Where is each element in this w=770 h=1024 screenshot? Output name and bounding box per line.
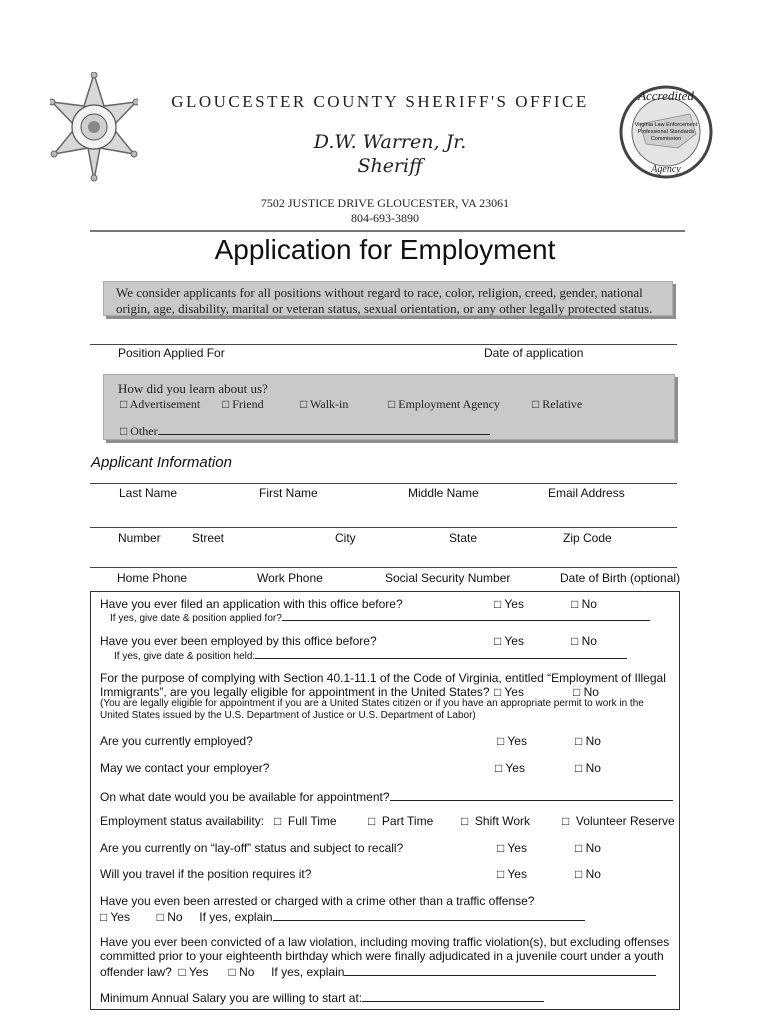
q-contact-employer-no[interactable]: □ No — [575, 761, 601, 775]
referral-source-box — [103, 374, 675, 440]
number-label: Number — [118, 531, 161, 545]
status-full-time[interactable]: □ Full Time — [274, 814, 337, 828]
q-employment-status: Employment status availability: — [100, 814, 265, 828]
status-volunteer-reserve-label: Volunteer Reserve — [575, 814, 675, 828]
minimum-salary-line[interactable] — [362, 989, 544, 1002]
convicted-explain-line[interactable] — [344, 963, 656, 976]
arrested-explain-line[interactable] — [273, 908, 585, 921]
q-arrested-yes[interactable]: □ Yes — [100, 910, 130, 924]
q-currently-employed-yes[interactable]: □ Yes — [497, 734, 527, 748]
available-date-line[interactable] — [390, 788, 673, 801]
q-filed-before-no[interactable]: □ No — [571, 597, 597, 611]
work-phone-label: Work Phone — [257, 571, 323, 585]
q-convicted-line3 — [100, 963, 656, 979]
name-row-divider — [90, 483, 677, 484]
q-lay-off-yes[interactable]: □ Yes — [497, 841, 527, 855]
q-filed-before-yes[interactable]: □ Yes — [494, 597, 524, 611]
q-minimum-salary — [100, 989, 544, 1005]
q-minimum-salary-text: Minimum Annual Salary you are willing to start at: — [100, 991, 363, 1005]
option-advertisement[interactable]: □ Advertisement — [120, 397, 201, 411]
seal-line2: Professional Standards — [637, 129, 695, 135]
status-volunteer-reserve[interactable]: □ Volunteer Reserve — [562, 814, 675, 828]
option-employment-agency-label: Employment Agency — [398, 397, 500, 411]
no-label: No — [581, 634, 597, 648]
sheriff-title-text: Sheriff — [357, 155, 423, 177]
seal-bottom-text: Agency — [651, 164, 681, 175]
no-label: No — [239, 965, 255, 979]
yes-label: Yes — [188, 965, 209, 979]
dob-label: Date of Birth (optional) — [560, 571, 681, 585]
yes-label: Yes — [507, 734, 527, 748]
option-relative-label: Relative — [542, 397, 583, 411]
q-legal-eligibility-note1: (You are legally eligible for appointment if you are a United States citizen or if you have an appropriate permit to work in the — [100, 698, 644, 709]
option-walk-in-label: Walk-in — [310, 397, 349, 411]
q-arrested-no[interactable]: □ No — [156, 910, 183, 924]
sheriff-badge-logo — [50, 72, 138, 182]
q-convicted-yes[interactable]: □ Yes — [178, 965, 209, 979]
q-convicted-no[interactable]: □ No — [228, 965, 255, 979]
q-contact-employer-yes[interactable]: □ Yes — [495, 761, 525, 775]
state-label: State — [449, 531, 478, 545]
yes-label: Yes — [504, 685, 524, 699]
office-address — [200, 196, 570, 226]
sheriff-name — [260, 130, 520, 178]
option-friend[interactable]: □ Friend — [222, 397, 264, 411]
street-label: Street — [192, 531, 225, 545]
option-friend-label: Friend — [232, 397, 264, 411]
q-currently-employed-no[interactable]: □ No — [575, 734, 601, 748]
q-legal-eligibility-yes[interactable]: □ Yes — [494, 685, 524, 699]
status-part-time-label: Part Time — [381, 814, 434, 828]
office-name: GLOUCESTER COUNTY SHERIFF'S OFFICE — [171, 92, 589, 111]
referral-question: How did you learn about us? — [118, 381, 268, 396]
no-label: No — [583, 685, 599, 699]
q-filed-before-sub-text: If yes, give date & position applied for? — [110, 613, 282, 624]
q-contact-employer: May we contact your employer? — [100, 761, 270, 775]
no-label: No — [581, 597, 597, 611]
application-date-label: Date of application — [484, 346, 584, 360]
q-filed-before-sub — [110, 610, 650, 624]
page-title: Application for Employment — [214, 234, 556, 265]
last-name-label: Last Name — [119, 486, 178, 500]
header-divider — [90, 230, 685, 232]
yes-label: Yes — [505, 761, 525, 775]
q-available-date-text: On what date would you be available for appointment? — [100, 790, 390, 804]
q-arrested-answers — [100, 908, 585, 924]
zip-code-label: Zip Code — [563, 531, 612, 545]
q-employed-before-no[interactable]: □ No — [571, 634, 597, 648]
middle-name-label: Middle Name — [408, 486, 479, 500]
filed-before-details-line[interactable] — [282, 610, 650, 621]
status-shift-work[interactable]: □ Shift Work — [461, 814, 531, 828]
q-lay-off: Are you currently on “lay-off” status and subject to recall? — [100, 841, 404, 855]
q-filed-before: Have you ever filed an application with this office before? — [100, 597, 403, 611]
position-applied-label: Position Applied For — [118, 346, 225, 360]
seal-line3: Commission — [650, 136, 682, 142]
no-label: No — [585, 761, 601, 775]
status-full-time-label: Full Time — [287, 814, 337, 828]
option-relative[interactable]: □ Relative — [532, 397, 583, 411]
q-arrested-explain-label: If yes, explain — [199, 910, 273, 924]
address-line: 7502 JUSTICE DRIVE GLOUCESTER, VA 23061 — [260, 196, 510, 210]
sheriff-name-text: D.W. Warren, Jr. — [313, 131, 467, 153]
yes-label: Yes — [507, 841, 527, 855]
q-convicted-line2: committed prior to your eighteenth birthday which were finally adjudicated in a juvenile court under a youth — [100, 949, 664, 963]
q-legal-eligibility-no[interactable]: □ No — [573, 685, 599, 699]
employed-before-details-line[interactable] — [255, 648, 627, 659]
q-travel-yes[interactable]: □ Yes — [497, 867, 527, 881]
status-shift-work-label: Shift Work — [474, 814, 531, 828]
q-convicted-line3-text: offender law? — [100, 965, 172, 979]
q-currently-employed: Are you currently employed? — [100, 734, 253, 748]
q-employed-before-yes[interactable]: □ Yes — [494, 634, 524, 648]
city-label: City — [335, 531, 356, 545]
phone-line: 804-693-3890 — [351, 211, 419, 225]
q-legal-eligibility-line1: For the purpose of complying with Section 40.1-11.1 of the Code of Virginia, entitled “Employment of Illegal — [100, 671, 666, 685]
yes-label: Yes — [504, 597, 524, 611]
first-name-label: First Name — [259, 486, 318, 500]
yes-label: Yes — [504, 634, 524, 648]
no-label: No — [167, 910, 183, 924]
equal-opportunity-notice: We consider applicants for all positions without regard to race, color, religion, creed, gender, national origin, age, disability, marital or veteran status, sexual orientation, or any other legally protected status. — [103, 281, 673, 316]
home-phone-label: Home Phone — [117, 571, 188, 585]
q-arrested: Have you even been arrested or charged with a crime other than a traffic offense? — [100, 894, 535, 908]
email-label: Email Address — [548, 486, 625, 500]
q-lay-off-no[interactable]: □ No — [575, 841, 601, 855]
address-row-divider — [90, 527, 677, 528]
q-convicted-line1: Have you ever been convicted of a law violation, including moving traffic violation(s), but excluding offenses — [100, 935, 670, 949]
q-employed-before-sub-text: If yes, give date & position held: — [114, 651, 256, 662]
option-walk-in[interactable]: □ Walk-in — [300, 397, 349, 411]
q-employed-before-sub — [114, 648, 627, 662]
q-legal-eligibility-line2: Immigrants”, are you legally eligible for appointment in the United States? — [100, 685, 490, 699]
q-travel-no[interactable]: □ No — [575, 867, 601, 881]
no-label: No — [585, 867, 601, 881]
accreditation-seal-logo — [618, 84, 714, 180]
yes-label: Yes — [507, 867, 527, 881]
ssn-label: Social Security Number — [385, 571, 511, 585]
option-other-label: Other — [130, 424, 158, 438]
option-other[interactable]: □ Other — [120, 423, 490, 439]
q-travel: Will you travel if the position requires it? — [100, 867, 312, 881]
no-label: No — [585, 841, 601, 855]
q-employed-before: Have you ever been employed by this office before? — [100, 634, 377, 648]
yes-label: Yes — [110, 910, 130, 924]
option-employment-agency[interactable]: □ Employment Agency — [388, 397, 500, 411]
status-part-time[interactable]: □ Part Time — [368, 814, 434, 828]
phone-row-divider — [90, 567, 677, 568]
applicant-info-heading: Applicant Information — [91, 454, 232, 471]
seal-line1: Virginia Law Enforcement — [634, 122, 698, 128]
q-convicted-explain-label: If yes, explain — [271, 965, 345, 979]
other-input-line[interactable] — [158, 423, 490, 435]
no-label: No — [585, 734, 601, 748]
q-legal-eligibility-note2: United States issued by the U.S. Department of Justice or U.S. Department of Labor) — [100, 710, 476, 721]
seal-top-text: Accredited — [638, 88, 694, 103]
position-divider — [90, 344, 677, 345]
q-available-date — [100, 788, 673, 804]
option-advertisement-label: Advertisement — [129, 397, 201, 411]
